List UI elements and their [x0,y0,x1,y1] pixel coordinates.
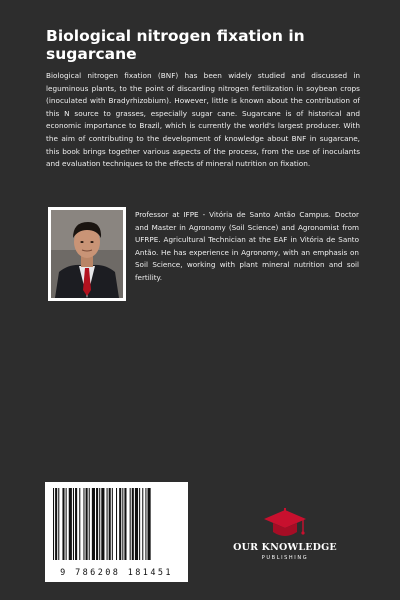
publisher-name: OUR KNOWLEDGE [233,542,337,553]
book-title: Biological nitrogen fixation in sugarcane [46,27,305,63]
graduation-cap-icon [263,508,307,540]
author-photo [48,207,126,301]
barcode-bars [45,482,188,564]
book-description: Biological nitrogen fixation (BNF) has been widely studied and discussed in leguminous plants, to the point of discarding nitrogen fertilization in soybean crops (inoculated with Bradyrhizobium). However, little is known about the contribution of this N source to grasses, especially sugar cane. Sugarcane is of historical and economic importance to Brazil, which is currently the world's largest producer. With the aim of contributing to the development of knowledge about BNF in sugarcane, this book brings together various aspects of the process, from the use of inoculants and evaluation techniques to the effects of mineral nutrition on fixation. [46,71,360,169]
author-portrait-image [51,210,123,298]
publisher-logo [230,508,340,578]
publisher-subtitle: PUBLISHING [261,555,309,561]
barcode-digits: 9 786208 181451 [60,568,173,578]
isbn-barcode [45,482,188,582]
author-bio: Professor at IFPE - Vitória de Santo Antão Campus. Doctor and Master in Agronomy (Soil Science) and Agronomist from UFRPE. Agricultural Technician at the EAF in Vitória de Santo Antão. He has experience in Agronomy, with an emphasis on Soil Science, working with plant mineral nutrition and soil fertility. [135,210,359,282]
